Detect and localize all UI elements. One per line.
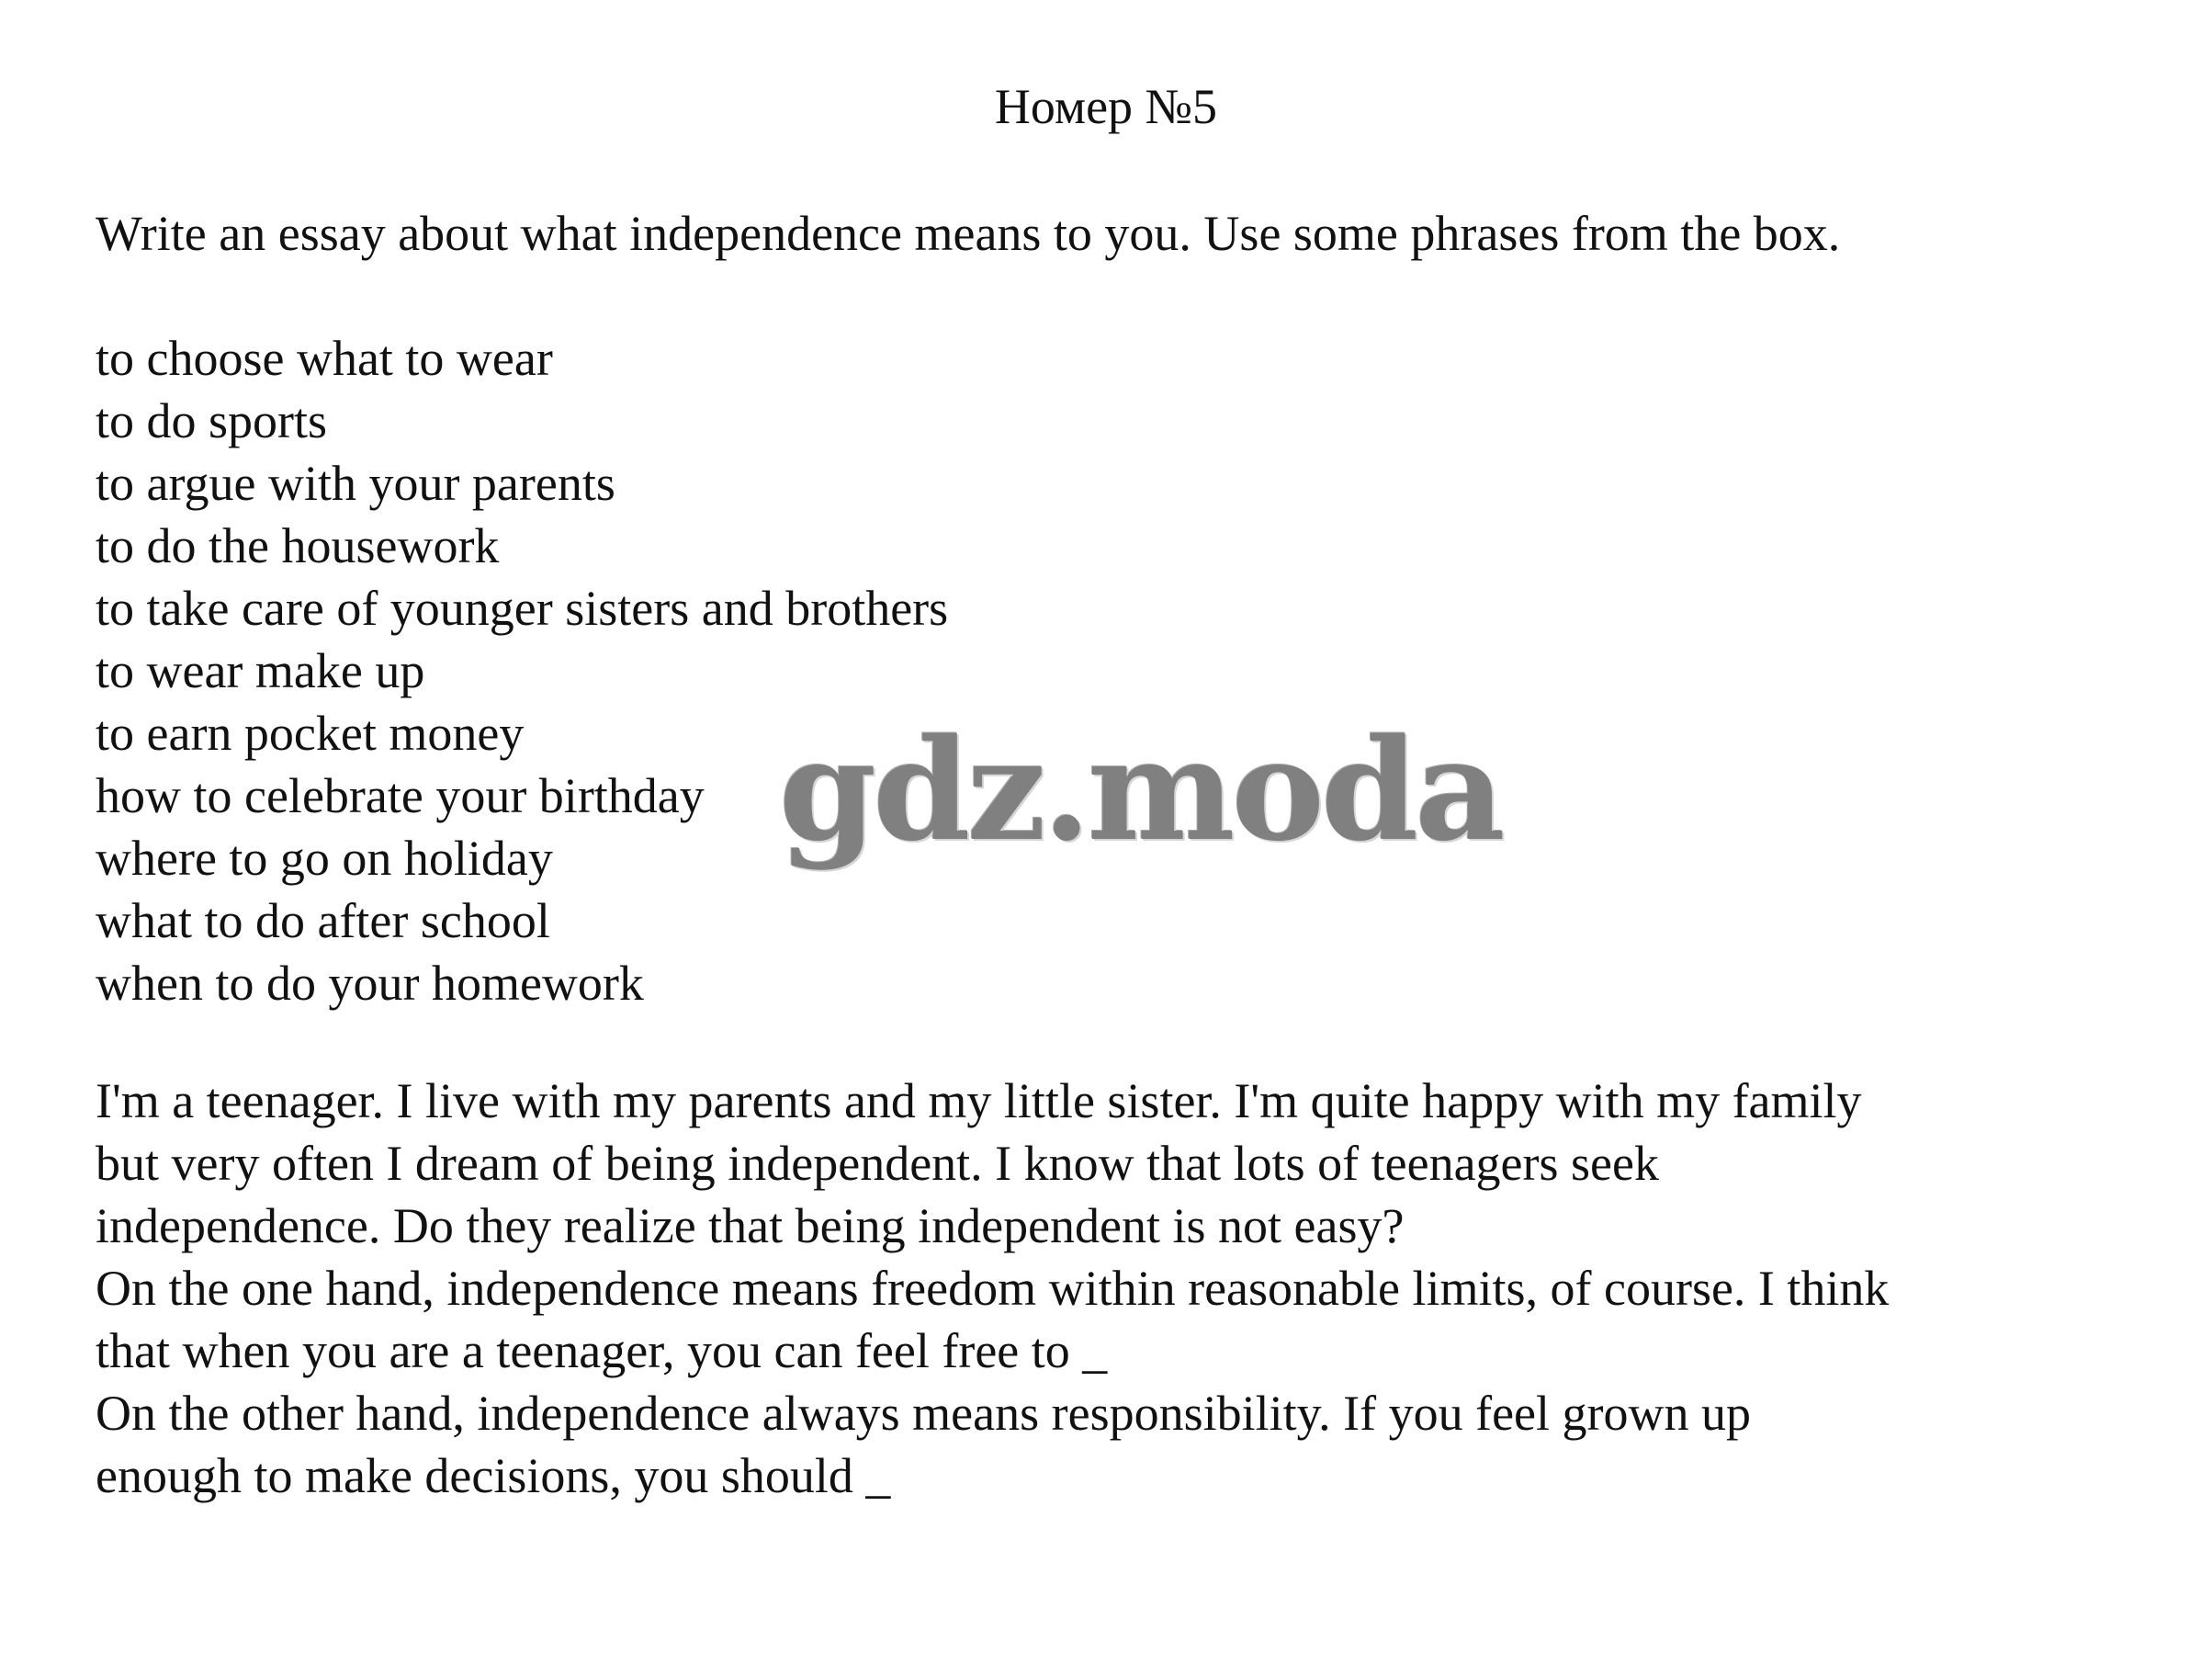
essay-paragraph: I'm a teenager. I live with my parents and my little sister. I'm quite happy with my family but very often I dream of being independent. I know that lots of teenagers seek independence. Do they realize that being independent is not easy? xyxy=(96,1073,1862,1253)
essay-paragraph: On the one hand, independence means freedom within reasonable limits, of course. I think that when you are a teenager, you can feel free to _ xyxy=(96,1261,1890,1378)
phrase-item: to choose what to wear xyxy=(96,331,553,386)
phrase-item: to do the housework xyxy=(96,518,500,573)
task-prompt: Write an essay about what independence means to you. Use some phrases from the box. xyxy=(96,206,1841,261)
phrase-item: to do sports xyxy=(96,393,328,448)
phrase-item: what to do after school xyxy=(96,893,550,948)
phrase-item: to earn pocket money xyxy=(96,706,525,761)
phrase-list xyxy=(96,327,948,1014)
phrase-item: to wear make up xyxy=(96,643,425,698)
essay-text xyxy=(96,1070,2172,1507)
phrase-item: how to celebrate your birthday xyxy=(96,768,705,823)
essay-paragraph: On the other hand, independence always means responsibility. If you feel grown up enough to make decisions, you should _ xyxy=(96,1386,1751,1503)
phrase-item: when to do your homework xyxy=(96,956,644,1011)
watermark-logo: gdz.moda xyxy=(779,708,1502,872)
phrase-item: to argue with your parents xyxy=(96,456,615,511)
page-title: Номер №5 xyxy=(994,79,1218,134)
phrase-item: where to go on holiday xyxy=(96,831,553,886)
phrase-item: to take care of younger sisters and brothers xyxy=(96,581,949,636)
